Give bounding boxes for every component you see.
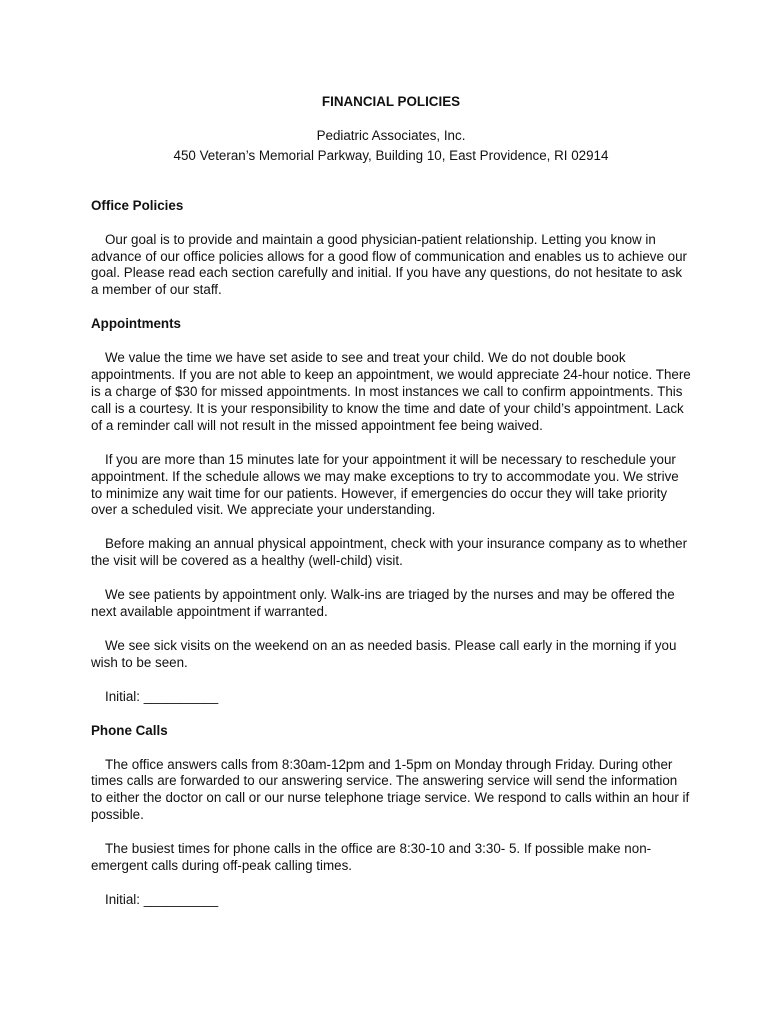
section-heading-appointments: Appointments (91, 316, 182, 332)
phone-calls-initial-field[interactable]: Initial: __________ (105, 892, 219, 907)
section-heading-office-policies: Office Policies (91, 197, 184, 213)
office-policies-paragraph: Our goal is to provide and maintain a good physician-patient relationship. Letting you know in advance of our office policies allows for a good flow of communication and enables us to achieve our goal. Please read each section carefully and initial. If you have any questions, do not hesitate to ask a member of our staff. (91, 231, 687, 298)
appointments-paragraph-1: We value the time we have set aside to see and treat your child. We do not double book appointments. If you are not able to keep an appointment, we would appreciate 24-hour notice. There is a charge of $30 for missed appointments. In most instances we call to confirm appointments. This call is a courtesy. It is your responsibility to know the time and date of your child’s appointment. Lack of a reminder call will not result in the missed appointment fee being waived. (91, 350, 691, 433)
appointments-initial-field[interactable]: Initial: __________ (105, 688, 219, 704)
phone-calls-paragraph-1: The office answers calls from 8:30am-12pm and 1-5pm on Monday through Friday. During other times calls are forwarded to our answering service. The answering service will send the information to either the doctor on call or our nurse telephone triage service. We respond to calls within an hour if possible. (91, 756, 690, 823)
appointments-paragraph-2: If you are more than 15 minutes late for your appointment it will be necessary to reschedule your appointment. If the schedule allows we may make exceptions to try to accommodate you. We strive to minimize any wait time for our patients. However, if emergencies do occur they will take priority over a scheduled visit. We appreciate your understanding. (91, 451, 679, 518)
document-title: FINANCIAL POLICIES (321, 94, 461, 109)
appointments-paragraph-5: We see sick visits on the weekend on an as needed basis. Please call early in the morning if you wish to be seen. (91, 637, 677, 670)
document-page (91, 94, 691, 909)
section-heading-phone-calls: Phone Calls (91, 722, 168, 738)
appointments-paragraph-4: We see patients by appointment only. Walk-ins are triaged by the nurses and may be offered the next available appointment if warranted. (91, 587, 675, 620)
appointments-paragraph-3: Before making an annual physical appointment, check with your insurance company as to whether the visit will be covered as a healthy (well-child) visit. (91, 536, 688, 569)
phone-calls-paragraph-2: The busiest times for phone calls in the office are 8:30-10 and 3:30- 5. If possible make non-emergent calls during off-peak calling times. (91, 841, 652, 874)
organization-name: Pediatric Associates, Inc. (316, 127, 466, 143)
organization-address: 450 Veteran’s Memorial Parkway, Building 10, East Providence, RI 02914 (173, 147, 609, 163)
